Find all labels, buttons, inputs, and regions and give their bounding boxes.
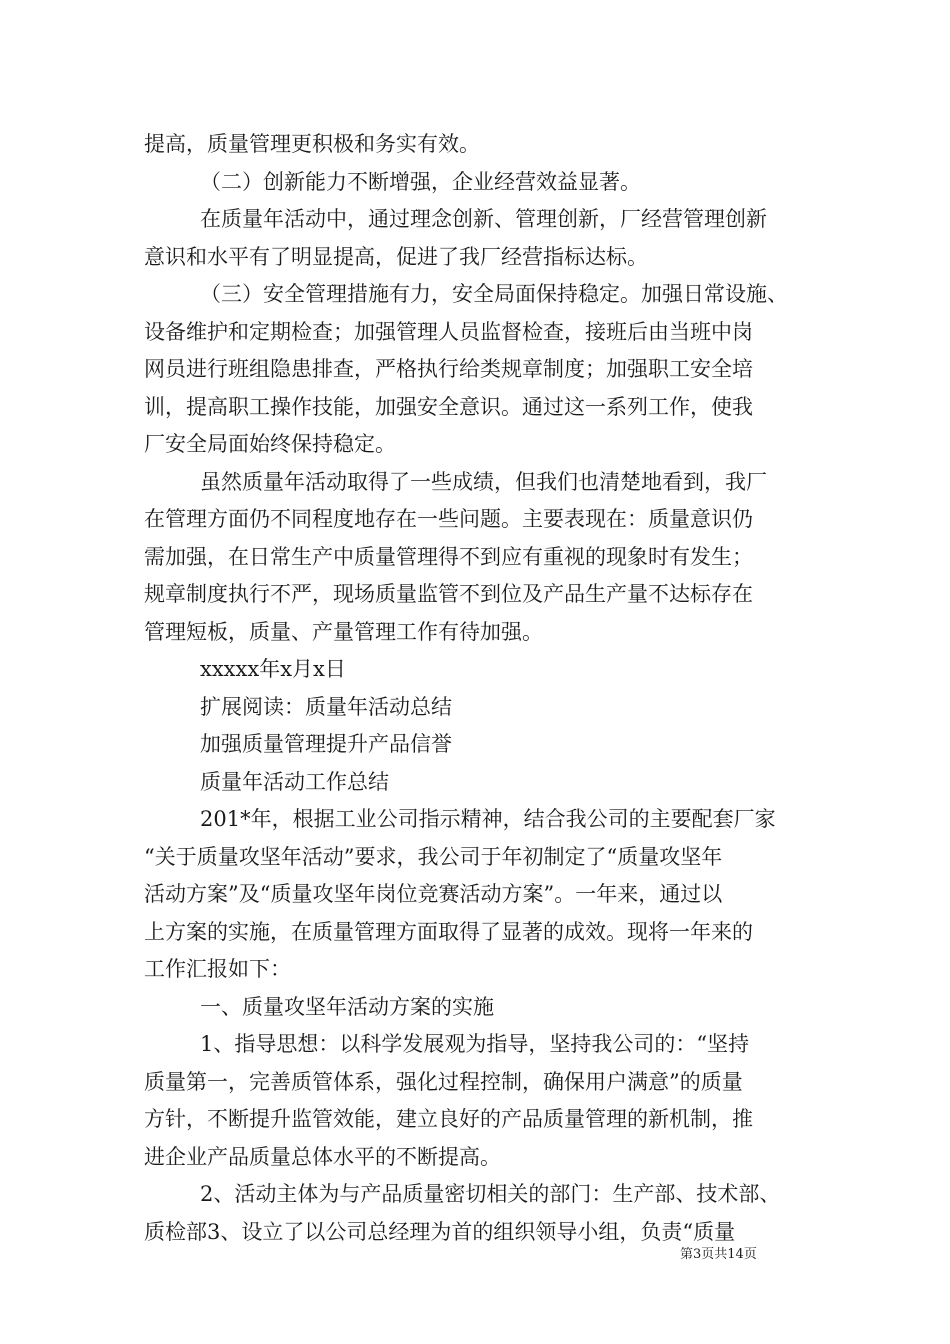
text-line: 在管理方面仍不同程度地存在一些问题。主要表现在：质量意识仍 bbox=[144, 507, 753, 531]
text-line: 设备维护和定期检查；加强管理人员监督检查，接班后由当班中岗 bbox=[144, 319, 753, 344]
text-line: （二）创新能力不断增强，企业经营效益显著。 bbox=[200, 169, 641, 194]
page-number: 第3页共14页 bbox=[680, 1247, 757, 1262]
text-line: 工作汇报如下： bbox=[144, 957, 291, 981]
text-line: 一、质量攻坚年活动方案的实施 bbox=[200, 994, 494, 1019]
text-line: 活动方案”及“质量攻坚年岗位竞赛活动方案”。一年来，通过以 bbox=[144, 882, 723, 906]
text-line: 1、指导思想：以科学发展观为指导，坚持我公司的：“坚持 bbox=[200, 1032, 750, 1056]
text-line: 训，提高职工操作技能，加强安全意识。通过这一系列工作，使我 bbox=[144, 394, 753, 419]
text-line: 虽然质量年活动取得了一些成绩，但我们也清楚地看到，我厂 bbox=[200, 469, 767, 494]
text-line: 需加强，在日常生产中质量管理得不到应有重视的现象时有发生； bbox=[144, 544, 753, 569]
text-line: 201*年，根据工业公司指示精神，结合我公司的主要配套厂家 bbox=[200, 807, 776, 831]
text-line: 意识和水平有了明显提高，促进了我厂经营指标达标。 bbox=[144, 244, 648, 269]
text-line: 方针，不断提升监管效能，建立良好的产品质量管理的新机制，推 bbox=[144, 1107, 753, 1131]
body-text bbox=[144, 126, 814, 1251]
text-line: （三）安全管理措施有力，安全局面保持稳定。加强日常设施、 bbox=[200, 282, 788, 306]
text-line: 上方案的实施，在质量管理方面取得了显著的成效。现将一年来的 bbox=[144, 919, 753, 944]
text-line: 质量年活动工作总结 bbox=[200, 769, 389, 794]
text-line: xxxxx年x月x日 bbox=[200, 657, 346, 681]
text-line: 在质量年活动中，通过理念创新、管理创新，厂经营管理创新 bbox=[200, 207, 767, 231]
text-line: 进企业产品质量总体水平的不断提高。 bbox=[144, 1144, 501, 1169]
text-line: 质检部3、设立了以公司总经理为首的组织领导小组，负责“质量 bbox=[144, 1219, 736, 1244]
text-line: 质量第一，完善质管体系，强化过程控制，确保用户满意”的质量 bbox=[144, 1069, 743, 1094]
text-line: 2、活动主体为与产品质量密切相关的部门：生产部、技术部、 bbox=[200, 1182, 781, 1206]
text-line: 网员进行班组隐患排查，严格执行给类规章制度；加强职工安全培 bbox=[144, 357, 753, 381]
text-line: 提高，质量管理更积极和务实有效。 bbox=[144, 132, 480, 156]
text-line: 管理短板，质量、产量管理工作有待加强。 bbox=[144, 619, 543, 644]
text-line: 扩展阅读：质量年活动总结 bbox=[200, 694, 452, 719]
text-line: 加强质量管理提升产品信誉 bbox=[200, 732, 452, 756]
text-line: 规章制度执行不严，现场质量监管不到位及产品生产量不达标存在 bbox=[144, 582, 753, 606]
text-line: 厂安全局面始终保持稳定。 bbox=[144, 432, 396, 456]
text-line: “关于质量攻坚年活动”要求，我公司于年初制定了“质量攻坚年 bbox=[144, 844, 723, 869]
